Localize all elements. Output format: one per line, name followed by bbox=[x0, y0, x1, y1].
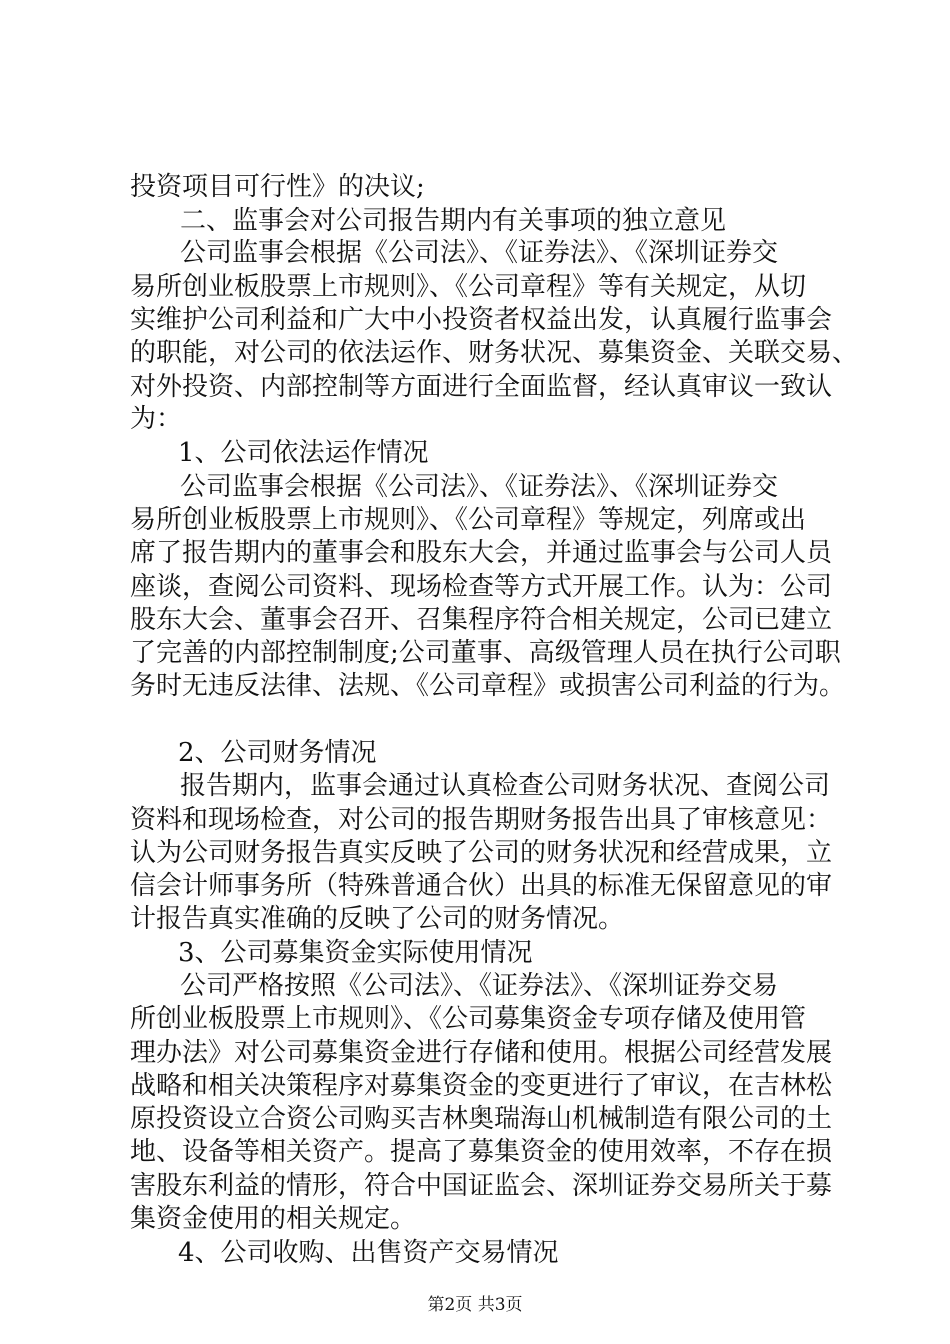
text-line: 公司监事会根据《公司法》、《证券法》、《深圳证券交 bbox=[180, 238, 779, 268]
text-line: 了完善的内部控制制度;公司董事、高级管理人员在执行公司职 bbox=[130, 638, 841, 668]
text-line: 座谈，查阅公司资料、现场检查等方式开展工作。认为：公司 bbox=[130, 572, 833, 602]
subsection-heading: 1、公司依法运作情况 bbox=[178, 438, 429, 468]
text-line: 资料和现场检查，对公司的报告期财务报告出具了审核意见： bbox=[130, 805, 833, 835]
text-line: 实维护公司利益和广大中小投资者权益出发，认真履行监事会 bbox=[130, 305, 833, 335]
page-number-footer: 第2页 共3页 bbox=[427, 1295, 523, 1315]
text-line: 报告期内，监事会通过认真检查公司财务状况、查阅公司 bbox=[180, 771, 831, 801]
subsection-heading: 2、公司财务情况 bbox=[178, 738, 377, 768]
text-line: 计报告真实准确的反映了公司的财务情况。 bbox=[130, 904, 625, 934]
subsection-heading: 3、公司募集资金实际使用情况 bbox=[178, 938, 533, 968]
text-line: 投资项目可行性》的决议; bbox=[130, 172, 425, 202]
text-line: 认为公司财务报告真实反映了公司的财务状况和经营成果，立 bbox=[130, 838, 833, 868]
text-line: 公司严格按照《公司法》、《证券法》、《深圳证券交易 bbox=[180, 971, 779, 1001]
text-line: 务时无违反法律、法规、《公司章程》或损害公司利益的行为。 bbox=[130, 671, 846, 701]
text-line: 害股东利益的情形，符合中国证监会、深圳证券交易所关于募 bbox=[130, 1171, 833, 1201]
text-line: 所创业板股票上市规则》、《公司募集资金专项存储及使用管 bbox=[130, 1004, 807, 1034]
text-line: 席了报告期内的董事会和股东大会，并通过监事会与公司人员 bbox=[130, 538, 833, 568]
text-line: 易所创业板股票上市规则》、《公司章程》等规定，列席或出 bbox=[130, 505, 807, 535]
text-line: 股东大会、董事会召开、召集程序符合相关规定，公司已建立 bbox=[130, 605, 833, 635]
text-line: 公司监事会根据《公司法》、《证券法》、《深圳证券交 bbox=[180, 472, 779, 502]
text-line: 对外投资、内部控制等方面进行全面监督，经认真审议一致认 bbox=[130, 372, 833, 402]
text-line: 理办法》对公司募集资金进行存储和使用。根据公司经营发展 bbox=[130, 1038, 833, 1068]
text-line: 易所创业板股票上市规则》、《公司章程》等有关规定，从切 bbox=[130, 272, 807, 302]
text-line: 集资金使用的相关规定。 bbox=[130, 1204, 417, 1234]
text-line: 为： bbox=[130, 404, 183, 434]
text-line: 原投资设立合资公司购买吉林奥瑞海山机械制造有限公司的土 bbox=[130, 1104, 833, 1134]
text-line: 战略和相关决策程序对募集资金的变更进行了审议，在吉林松 bbox=[130, 1071, 833, 1101]
subsection-heading: 4、公司收购、出售资产交易情况 bbox=[178, 1238, 559, 1268]
text-line: 信会计师事务所（特殊普通合伙）出具的标准无保留意见的审 bbox=[130, 871, 833, 901]
text-line: 地、设备等相关资产。提高了募集资金的使用效率，不存在损 bbox=[130, 1137, 833, 1167]
text-line: 的职能，对公司的依法运作、财务状况、募集资金、关联交易、 bbox=[130, 338, 859, 368]
section-heading: 二、监事会对公司报告期内有关事项的独立意见 bbox=[180, 206, 727, 236]
